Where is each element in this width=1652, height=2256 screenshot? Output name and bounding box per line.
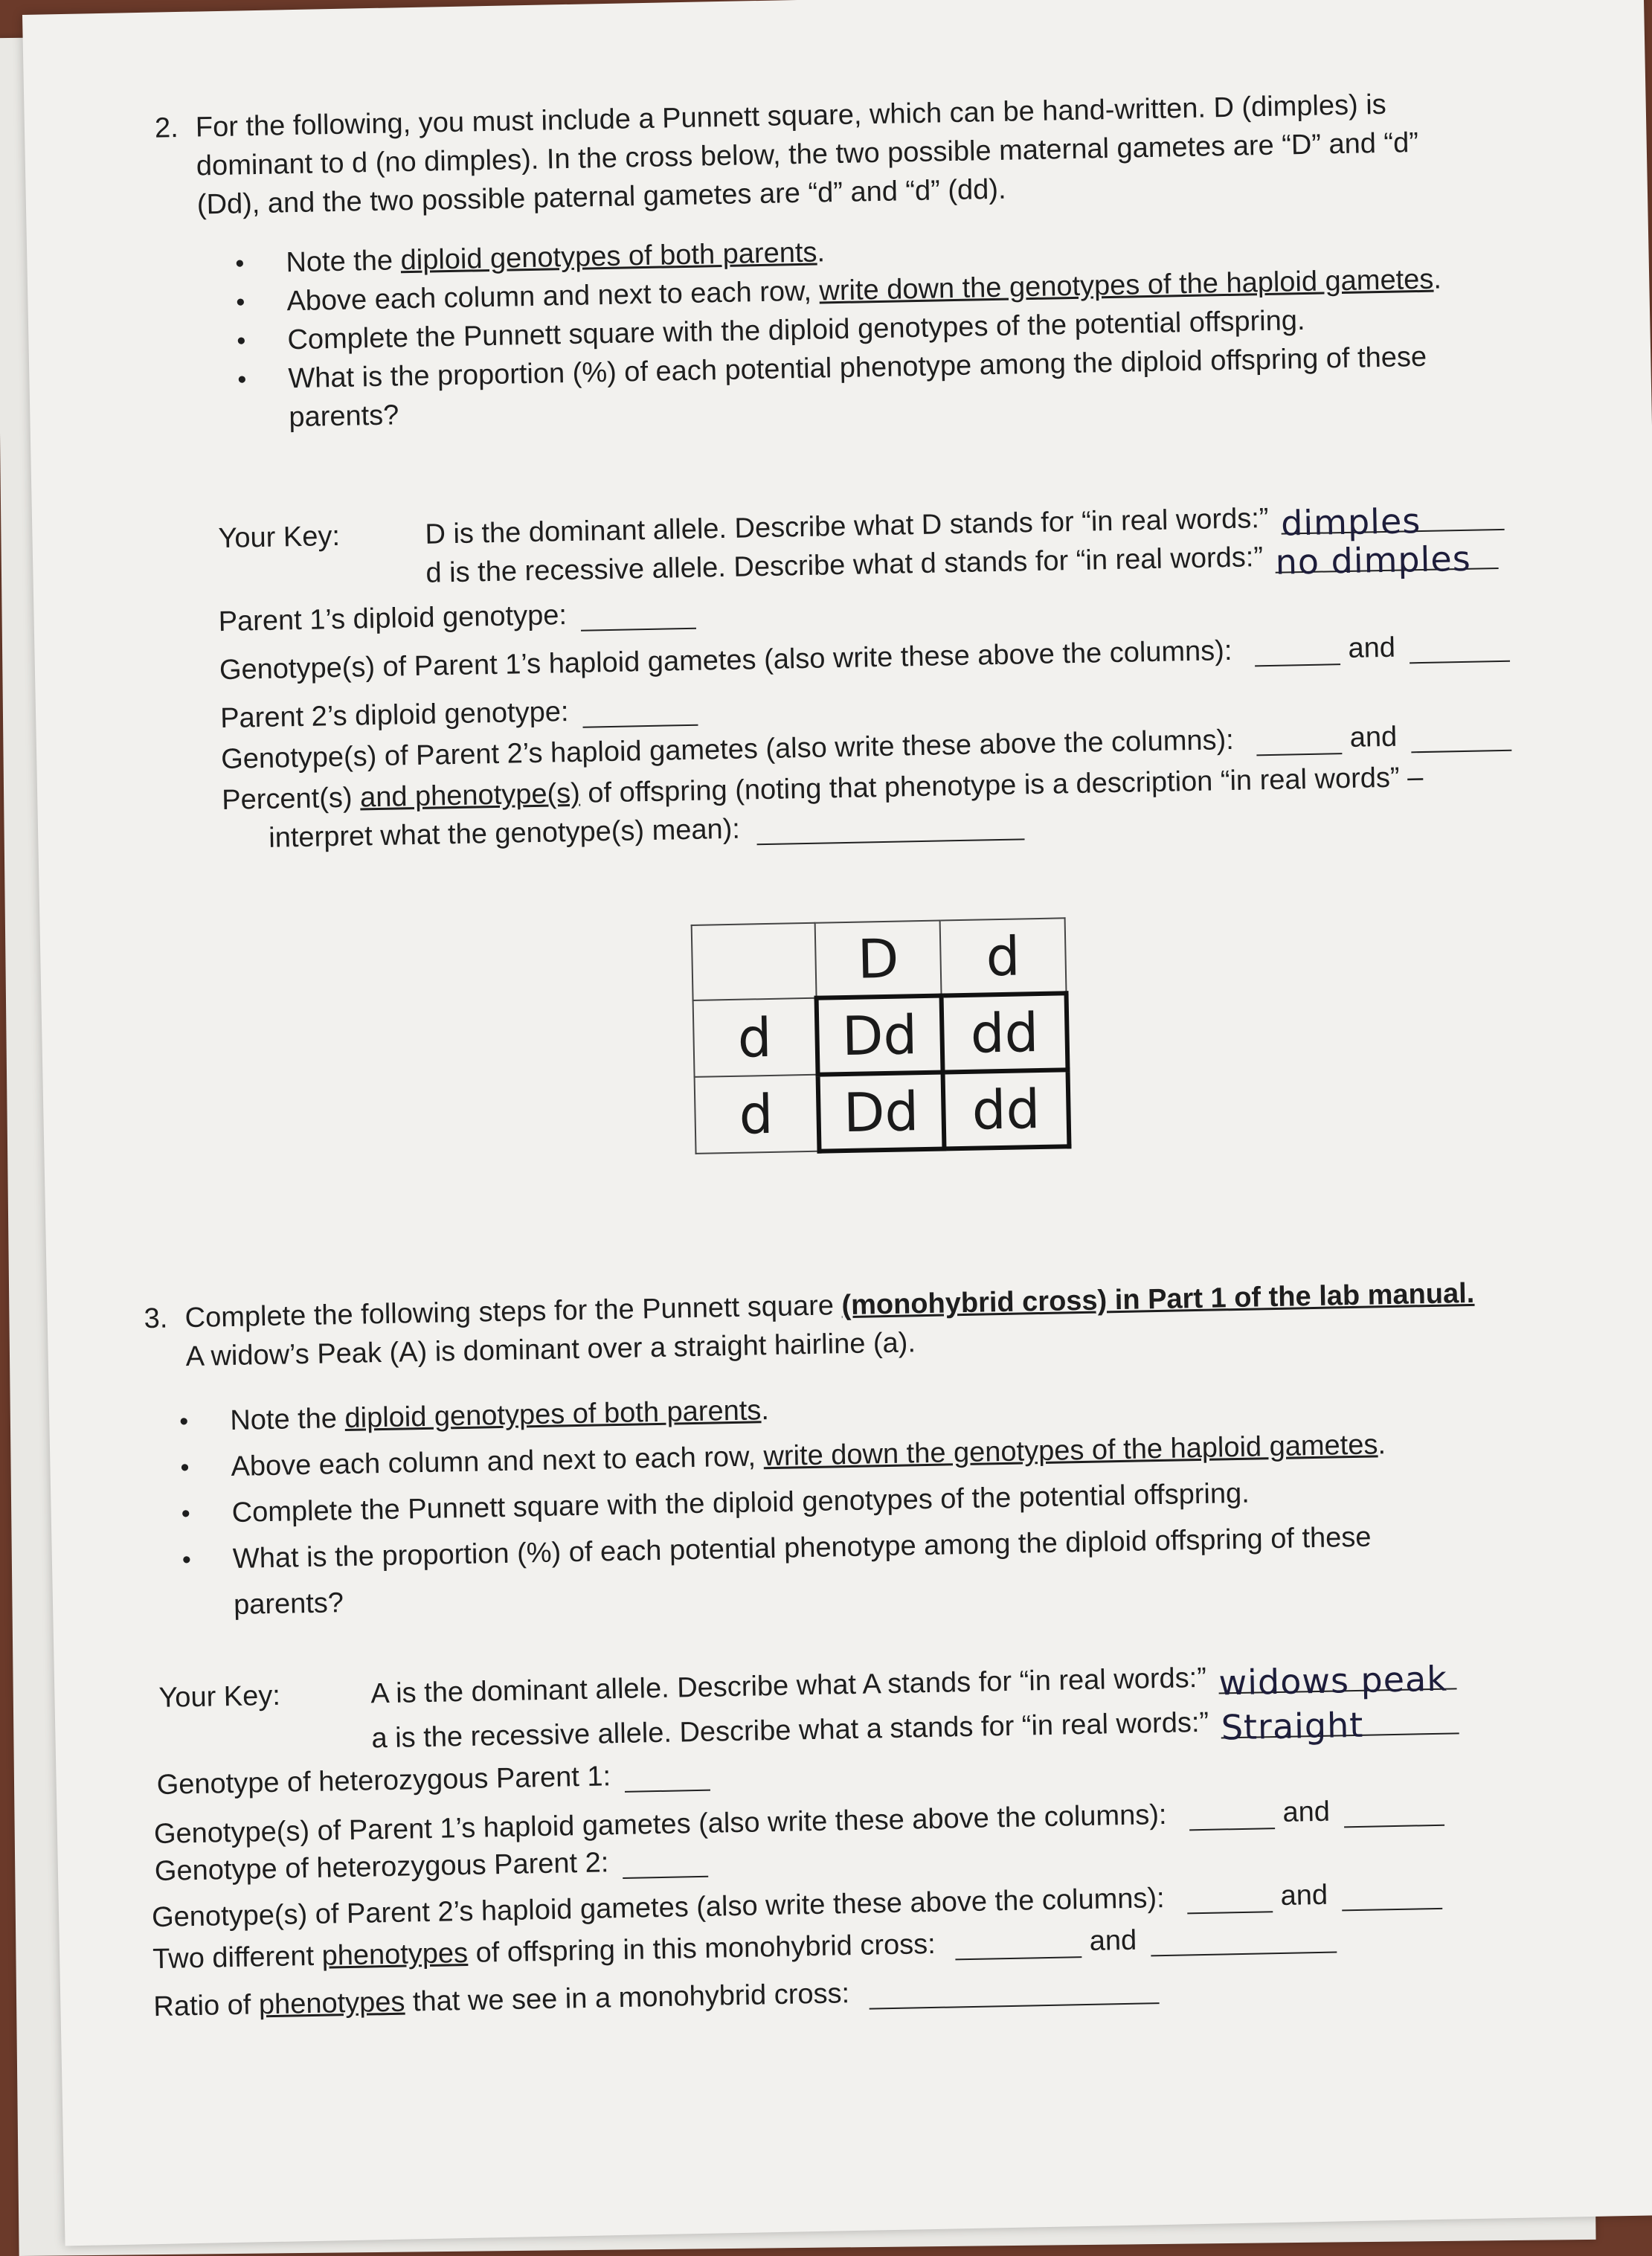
parent2-gamete-blank-1[interactable] xyxy=(1187,1881,1273,1914)
intro-line: A widow’s Peak (A) is dominant over a straight hairline (a). xyxy=(185,1327,916,1373)
ratio-blank[interactable] xyxy=(869,1973,1160,2009)
question-number: 2. xyxy=(154,112,179,144)
instruction-item: • Complete the Punnett square with the diploid genotypes of the potential offspring. xyxy=(229,295,1613,361)
question-2-instructions xyxy=(228,218,1615,438)
parent1-gamete-blank-1[interactable] xyxy=(1255,634,1341,666)
punnett-cell[interactable]: Dd xyxy=(818,1073,945,1151)
parent2-genotype-prompt: Parent 2’s diploid genotype: xyxy=(220,694,698,735)
question-3-intro xyxy=(184,1271,1644,1377)
parent1-gametes-prompt: Genotype(s) of Parent 1’s haploid gametes (also write these above the columns): and xyxy=(219,630,1510,687)
parent2-genotype-blank[interactable] xyxy=(623,1846,709,1879)
phenotype-blank-2[interactable] xyxy=(1150,1922,1337,1957)
parent2-genotype-blank[interactable] xyxy=(582,695,698,728)
key-dominant-prompt: A is the dominant allele. Describe what A stands for “in real words:” widows peak xyxy=(370,1657,1457,1710)
parent2-gametes-prompt: Genotype(s) of Parent 2’s haploid gametes (also write these above the columns): and xyxy=(221,719,1511,776)
instruction-item: • Complete the Punnett square with the diploid genotypes of the potential offspring. xyxy=(173,1462,1647,1537)
key-dominant-answer[interactable]: widows peak xyxy=(1218,1658,1457,1694)
phenotype-blank-1[interactable] xyxy=(955,1926,1082,1960)
key-dominant-prompt: D is the dominant allele. Describe what D stands for “in real words:” dimples xyxy=(425,498,1504,551)
key-recessive-answer[interactable]: Straight xyxy=(1221,1703,1459,1738)
punnett-corner xyxy=(692,923,817,1000)
parent2-gamete-blank-1[interactable] xyxy=(1256,723,1343,756)
intro-line: (Dd), and the two possible paternal gametes are “d” and “d” (dd). xyxy=(196,173,1006,221)
punnett-cell[interactable]: dd xyxy=(943,1070,1070,1148)
instruction-item: • Note the diploid genotypes of both parents. xyxy=(228,218,1612,283)
instruction-item: • Above each column and next to each row, write down the genotypes of the haploid gametes. xyxy=(228,257,1613,322)
parent2-gamete-blank-2[interactable] xyxy=(1341,1878,1442,1912)
intro-line: For the following, you must include a Punnett square, which can be hand-written. D (dimples) is xyxy=(195,89,1387,144)
parent2-gamete-blank-2[interactable] xyxy=(1410,720,1511,753)
key-recessive-answer[interactable]: no dimples xyxy=(1275,538,1499,573)
parent2-gametes-prompt: Genotype(s) of Parent 2’s haploid gametes (also write these above the columns): and xyxy=(152,1877,1442,1934)
parent1-gamete-blank-2[interactable] xyxy=(1343,1795,1444,1828)
punnett-cell[interactable]: Dd xyxy=(817,996,943,1075)
intro-line: dominant to d (no dimples). In the cross below, the two possible maternal gametes are “D” and “d” xyxy=(196,127,1419,182)
key-dominant-answer[interactable]: dimples xyxy=(1281,499,1505,535)
key-recessive-prompt: d is the recessive allele. Describe what d stands for “in real words:” no dimples xyxy=(425,537,1499,590)
parent1-genotype-prompt: Parent 1’s diploid genotype: xyxy=(218,597,696,638)
key-recessive-prompt: a is the recessive allele. Describe what a stands for “in real words:” Straight xyxy=(371,1702,1459,1755)
question-3-instructions xyxy=(172,1370,1649,1629)
percent-phenotype-prompt-2: interpret what the genotype(s) mean): xyxy=(269,808,1025,855)
instruction-item: • What is the proportion (%) of each potential phenotype among the diploid offspring of these parents? xyxy=(174,1508,1648,1629)
question-2-intro xyxy=(195,81,1610,224)
instruction-item: • Note the diploid genotypes of both parents. xyxy=(172,1370,1645,1444)
percent-phenotype-prompt: Percent(s) and phenotype(s) of offspring (noting that phenotype is a description “in real words” – xyxy=(221,762,1424,817)
parent1-gamete-blank-2[interactable] xyxy=(1409,631,1510,664)
phenotypes-prompt: Two different phenotypes of offspring in this monohybrid cross: and xyxy=(152,1921,1337,1976)
worksheet-page xyxy=(22,0,1652,2246)
punnett-row-header[interactable]: d xyxy=(693,998,818,1077)
punnett-col-header[interactable]: D xyxy=(815,921,942,998)
parent1-genotype-blank[interactable] xyxy=(624,1760,710,1793)
key-label: Your Key: xyxy=(158,1680,281,1714)
parent1-gametes-prompt: Genotype(s) of Parent 1’s haploid gametes (also write these above the columns): and xyxy=(154,1794,1444,1851)
punnett-col-header[interactable]: d xyxy=(940,918,1067,995)
punnett-square xyxy=(691,917,1072,1156)
instruction-item: • What is the proportion (%) of each potential phenotype among the diploid offspring of these parents? xyxy=(230,334,1615,438)
punnett-cell[interactable]: dd xyxy=(942,993,1068,1072)
question-number: 3. xyxy=(144,1302,168,1335)
instruction-item: • Above each column and next to each row, write down the genotypes of the haploid gametes. xyxy=(173,1416,1646,1491)
parent2-genotype-prompt: Genotype of heterozygous Parent 2: xyxy=(155,1845,709,1888)
percent-phenotype-blank[interactable] xyxy=(756,809,1025,845)
punnett-row-header[interactable]: d xyxy=(695,1075,820,1154)
parent1-gamete-blank-1[interactable] xyxy=(1189,1798,1276,1831)
question-2 xyxy=(154,81,1614,438)
intro-line: Complete the following steps for the Punnett square (monohybrid cross) in Part 1 of the lab manual. xyxy=(184,1277,1475,1334)
ratio-prompt: Ratio of phenotypes that we see in a monohybrid cross: xyxy=(153,1972,1160,2023)
question-3 xyxy=(144,1271,1648,1630)
parent1-genotype-prompt: Genotype of heterozygous Parent 1: xyxy=(156,1759,710,1802)
key-label: Your Key: xyxy=(218,520,341,555)
parent1-genotype-blank[interactable] xyxy=(580,598,696,632)
